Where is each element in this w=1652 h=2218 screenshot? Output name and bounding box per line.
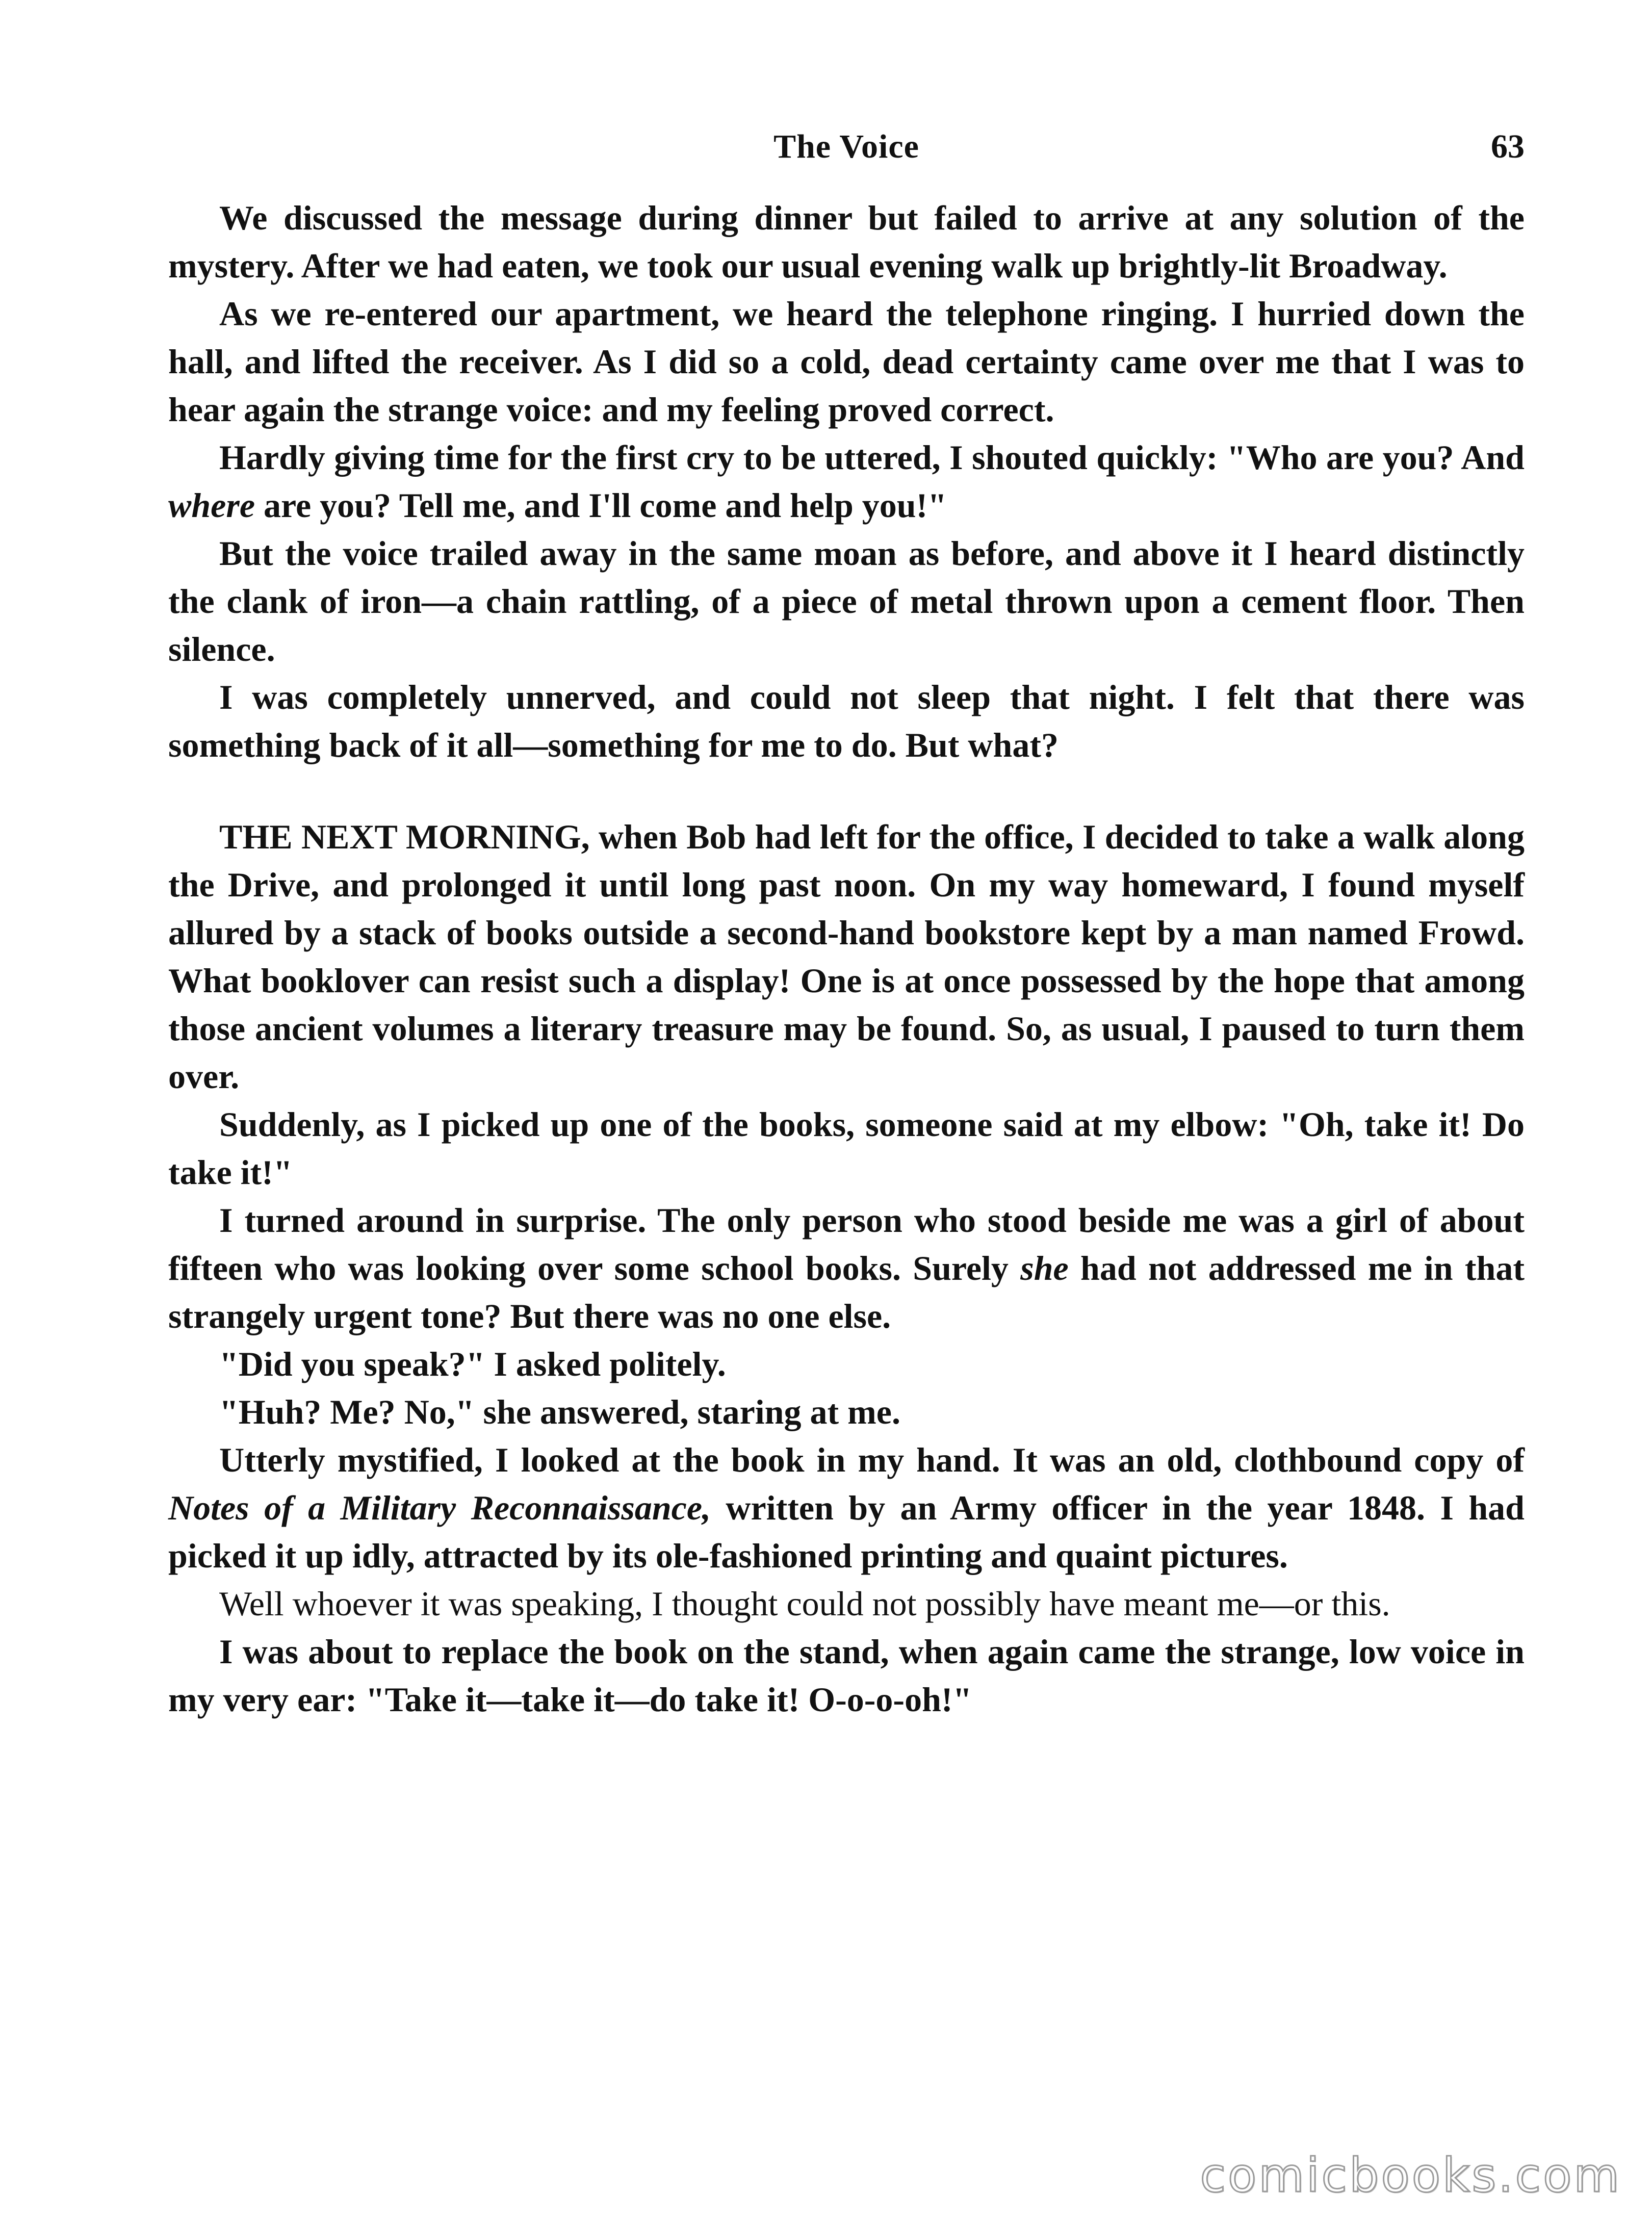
paragraph-girl-part1: I turned around in surprise. The only person who stood beside me was a girl of about fifteen who was looking over some school books. Surely xyxy=(168,1201,1525,1287)
watermark-text: comicbooks.com xyxy=(1200,2148,1621,2203)
paragraph-book-title: Notes of a Military Reconnaissance, xyxy=(168,1488,711,1527)
paragraph-whoever: Well whoever it was speaking, I thought could not possibly have meant me—or this. xyxy=(219,1584,1390,1623)
chapter-title: The Voice xyxy=(773,128,919,165)
paragraph-book-part1: Utterly mystified, I looked at the book in my hand. It was an old, clothbound copy of xyxy=(219,1440,1525,1479)
paragraph-strange-voice: I was about to replace the book on the stand, when again came the strange, low voice in my very ear: "Take it—take it—do take it! O-o-o-oh!" xyxy=(168,1632,1525,1719)
paragraph-chain: But the voice trailed away in the same moan as before, and above it I heard distinctly the clank of iron—a chain rattling, of a piece of metal thrown upon a cement floor. Then silence. xyxy=(168,534,1525,668)
running-head xyxy=(168,117,1525,173)
paragraph-huh: "Huh? Me? No," she answered, staring at me. xyxy=(219,1392,900,1431)
section-break xyxy=(168,769,1525,813)
paragraph-shout xyxy=(168,433,1525,529)
book-page xyxy=(168,117,1525,1723)
paragraph-girl-emphasis: she xyxy=(1020,1249,1069,1287)
paragraph-next-morning: THE NEXT MORNING, when Bob had left for the office, I decided to take a walk along the Drive, and prolonged it until long past noon. On my way homeward, I found myself allured by a stack of books outside a second-hand bookstore kept by a man named Frowd. What booklover can resist such a display! One is at once possessed by the hope that among those ancient volumes a literary treasure may be found. So, as usual, I paused to turn them over. xyxy=(168,817,1525,1096)
paragraph-shout-part1: Hardly giving time for the first cry to be uttered, I shouted quickly: "Who are you? And xyxy=(219,438,1525,477)
paragraph-elbow: Suddenly, as I picked up one of the books, someone said at my elbow: "Oh, take it! Do take it!" xyxy=(168,1105,1525,1192)
paragraph-shout-part2: are you? Tell me, and I'll come and help you!" xyxy=(255,486,947,525)
paragraph-book xyxy=(168,1436,1525,1580)
paragraph-shout-emphasis: where xyxy=(168,486,255,525)
paragraph-dinner: We discussed the message during dinner but failed to arrive at any solution of the mystery. After we had eaten, we took our usual evening walk up brightly-lit Broadway. xyxy=(168,198,1525,285)
page-number: 63 xyxy=(1491,128,1525,165)
paragraph-unnerved: I was completely unnerved, and could not sleep that night. I felt that there was something back of it all—something for me to do. But what? xyxy=(168,678,1525,764)
paragraph-did-you-speak: "Did you speak?" I asked politely. xyxy=(219,1345,726,1383)
paragraph-telephone: As we re-entered our apartment, we heard the telephone ringing. I hurried down the hall, and lifted the receiver. As I did so a cold, dead certainty came over me that I was to hear again the strange voice: and my feeling proved correct. xyxy=(168,294,1525,429)
paragraph-girl-part2: had not addressed me in that strangely urgent tone? But there was no one else. xyxy=(168,1249,1525,1335)
paragraph-girl xyxy=(168,1196,1525,1340)
paragraph-book-part2: written by an Army officer in the year 1848. I had picked it up idly, attracted by its ole-fashioned printing and quaint pictures. xyxy=(168,1488,1525,1575)
